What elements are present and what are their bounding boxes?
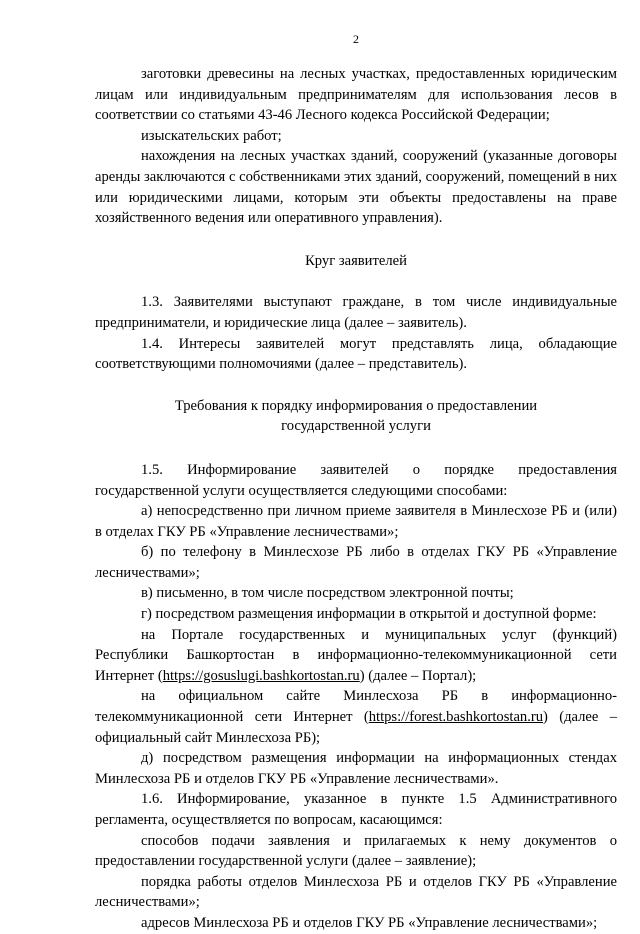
paragraph-1-6-item-methods: способов подачи заявления и прилагаемых к нему документов о предоставлении государственной услуги (далее – заявление);	[95, 832, 617, 870]
portal-link[interactable]: https://gosuslugi.bashkortostan.ru	[162, 667, 360, 684]
spacer	[95, 437, 617, 460]
heading-applicants: Круг заявителей	[305, 252, 407, 269]
paragraph-1-5: 1.5. Информирование заявителей о порядке предоставления государственной услуги осуществляется следующими способами:	[95, 461, 617, 499]
paragraph-buildings: нахождения на лесных участках зданий, сооружений (указанные договоры аренды заключаются с собственниками этих зданий, сооружений, помещений в них или юридическими лицами, которым эти объекты предоставлены на праве хозяйственного ведения или оперативного управления).	[95, 148, 617, 227]
paragraph-official-site	[95, 686, 617, 748]
spacer	[95, 229, 617, 251]
official-site-text-after: ) (далее – официальный сайт Минлесхоза РБ);	[95, 709, 617, 746]
portal-text-before: на Портале государственных и муниципальных услуг (функций) Республики Башкортостан в информационно-телекоммуникационной сети Интернет (	[95, 626, 617, 684]
spacer	[95, 375, 617, 396]
paragraph-1-5-e: д) посредством размещения информации на информационных стендах Минлесхоза РБ и отделов ГКУ РБ «Управление лесничествами».	[95, 750, 617, 787]
document-body	[95, 64, 617, 934]
paragraph-1-6-item-schedule: порядка работы отделов Минлесхоза РБ и отделов ГКУ РБ «Управление лесничествами»;	[95, 873, 617, 911]
heading-informing-line-2: государственной услуги	[281, 418, 431, 435]
spacer	[95, 271, 617, 292]
portal-text-after: ) (далее – Портал);	[359, 667, 477, 684]
paragraph-1-5-d: г) посредством размещения информации в открытой и доступной форме:	[141, 606, 597, 623]
official-site-text-before: на официальном сайте Минлесхоза РБ в информационно-телекоммуникационной сети Интернет (	[95, 688, 617, 726]
heading-informing-line-1: Требования к порядку информирования о предоставлении	[174, 397, 538, 414]
paragraph-timber-harvesting: заготовки древесины на лесных участках, предоставленных юридическим лицам или индивидуальным предпринимателям для использования лесов в соответствии со статьями 43-46 Лесного кодекса Российской Федерации;	[95, 66, 617, 124]
paragraph-portal	[95, 625, 617, 687]
paragraph-1-3: 1.3. Заявителями выступают граждане, в том числе индивидуальные предприниматели, и юридические лица (далее – заявитель).	[95, 294, 617, 331]
paragraph-survey-works: изыскательских работ;	[141, 127, 282, 144]
paragraph-1-6-item-addresses: адресов Минлесхоза РБ и отделов ГКУ РБ «Управление лесничествами»;	[141, 914, 598, 931]
paragraph-1-6: 1.6. Информирование, указанное в пункте 1.5 Административного регламента, осуществляется по вопросам, касающимся:	[95, 791, 617, 828]
heading-informing	[95, 396, 617, 437]
paragraph-1-5-a: а) непосредственно при личном приеме заявителя в Минлесхозе РБ и (или) в отделах ГКУ РБ «Управление лесничествами»;	[95, 503, 617, 540]
page-number: 2	[353, 32, 359, 46]
paragraph-1-5-b: б) по телефону в Минлесхозе РБ либо в отделах ГКУ РБ «Управление лесничествами»;	[95, 544, 617, 581]
official-site-link[interactable]: https://forest.bashkortostan.ru	[368, 709, 544, 726]
paragraph-1-5-c: в) письменно, в том числе посредством электронной почты;	[141, 585, 514, 602]
paragraph-1-4: 1.4. Интересы заявителей могут представлять лица, обладающие соответствующими полномочиями (далее – представитель).	[95, 335, 617, 373]
